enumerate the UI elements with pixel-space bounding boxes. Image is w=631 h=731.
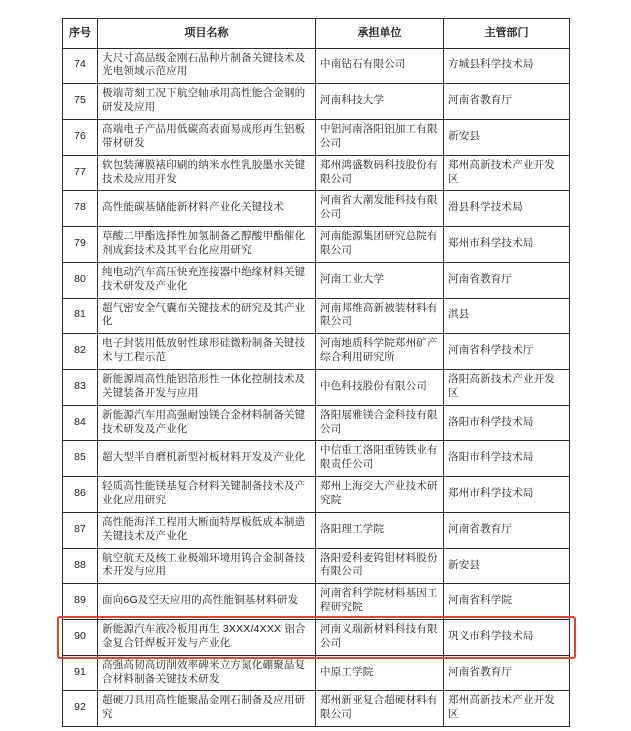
cell-project-name: 纯电动汽车高压快充连接器中绝缘材料关键技术研发及产业化	[98, 262, 316, 298]
column-header-dept: 主管部门	[444, 19, 570, 49]
cell-project-name: 面向6G及空天应用的高性能铜基材料研发	[98, 584, 316, 620]
cell-project-name: 高端电子产品用低碳高表面易成形再生铝板带材研发	[98, 119, 316, 155]
table-row	[63, 477, 570, 513]
cell-undertaking-unit: 郑州鸿盛数码科技股份有限公司	[316, 155, 444, 191]
table-row	[63, 584, 570, 620]
cell-supervising-department: 河南省教育厅	[444, 512, 570, 548]
table-row	[63, 262, 570, 298]
column-header-unit: 承担单位	[316, 19, 444, 49]
cell-supervising-department: 新安县	[444, 119, 570, 155]
cell-no: 92	[63, 691, 98, 727]
cell-project-name: 软包装薄膜裱印刷的纳米水性乳胶墨水关键技术及应用开发	[98, 155, 316, 191]
cell-project-name: 高性能碳基储能新材料产业化关键技术	[98, 191, 316, 227]
cell-project-name: 航空航天及核工业极端环境用钨合金制备技术开发与应用	[98, 548, 316, 584]
cell-supervising-department: 洛阳市科学技术局	[444, 405, 570, 441]
cell-undertaking-unit: 郑州新亚复合超硬材料有限公司	[316, 691, 444, 727]
table-row	[63, 191, 570, 227]
cell-undertaking-unit: 河南地质科学院郑州矿产综合利用研究所	[316, 334, 444, 370]
cell-undertaking-unit: 洛阳展雅镁合金科技有限公司	[316, 405, 444, 441]
table-body	[63, 48, 570, 727]
cell-undertaking-unit: 中信重工洛阳重铸铁业有限责任公司	[316, 441, 444, 477]
cell-supervising-department: 河南省教育厅	[444, 84, 570, 120]
cell-supervising-department: 方城县科学技术局	[444, 48, 570, 84]
cell-project-name: 草酸二甲酯选择性加氢制备乙醇酸甲酯催化剂成套技术及其平台化应用研究	[98, 227, 316, 263]
cell-undertaking-unit: 中原工学院	[316, 655, 444, 691]
cell-project-name: 高强高韧高切削效率碑米立方氮化硼聚晶复合材料制备关键技术研发	[98, 655, 316, 691]
cell-project-name: 高性能海洋工程用大断面特厚板低成本制造关键技术及产业化	[98, 512, 316, 548]
table-row	[63, 441, 570, 477]
cell-supervising-department: 巩义市科学技术局	[444, 620, 570, 656]
cell-undertaking-unit: 河南科技大学	[316, 84, 444, 120]
cell-no: 87	[63, 512, 98, 548]
cell-undertaking-unit: 洛阳理工学院	[316, 512, 444, 548]
cell-supervising-department: 郑州高新技术产业开发区	[444, 155, 570, 191]
cell-supervising-department: 河南省教育厅	[444, 262, 570, 298]
cell-no: 84	[63, 405, 98, 441]
cell-undertaking-unit: 中南钻石有限公司	[316, 48, 444, 84]
cell-supervising-department: 洛阳市科学技术局	[444, 441, 570, 477]
cell-undertaking-unit: 河南邦维高新被装材料有限公司	[316, 298, 444, 334]
cell-project-name: 超硬刀具用高性能聚晶金刚石制备及应用研究	[98, 691, 316, 727]
cell-undertaking-unit: 中色科技股份有限公司	[316, 369, 444, 405]
table-header	[63, 19, 570, 49]
cell-undertaking-unit: 洛阳爱科麦钨钼材料股份有限公司	[316, 548, 444, 584]
cell-no: 77	[63, 155, 98, 191]
column-header-no: 序号	[63, 19, 98, 49]
table-row	[63, 48, 570, 84]
cell-undertaking-unit: 河南省科学院材料基因工程研究院	[316, 584, 444, 620]
table-row	[63, 119, 570, 155]
cell-project-name: 超气密安全气囊布关键技术的研究及其产业化	[98, 298, 316, 334]
cell-supervising-department: 新安县	[444, 548, 570, 584]
cell-no: 88	[63, 548, 98, 584]
cell-undertaking-unit: 河南义瑞新材料科技有限公司	[316, 620, 444, 656]
cell-supervising-department: 淇县	[444, 298, 570, 334]
cell-no: 89	[63, 584, 98, 620]
table-row	[63, 298, 570, 334]
cell-supervising-department: 滑县科学技术局	[444, 191, 570, 227]
cell-no: 86	[63, 477, 98, 513]
cell-supervising-department: 郑州高新技术产业开发区	[444, 691, 570, 727]
cell-supervising-department: 河南省教育厅	[444, 655, 570, 691]
cell-no: 79	[63, 227, 98, 263]
cell-project-name: 新能源汽车液冷板用再生 3XXX/4XXX 铝合金复合钎焊板开发与产业化	[98, 620, 316, 656]
cell-supervising-department: 河南省科学院	[444, 584, 570, 620]
cell-no: 74	[63, 48, 98, 84]
table-row	[63, 512, 570, 548]
table-row	[63, 334, 570, 370]
table-row	[63, 620, 570, 656]
table-row	[63, 405, 570, 441]
cell-supervising-department: 郑州市科学技术局	[444, 227, 570, 263]
projects-table	[62, 18, 570, 727]
table-header-row	[63, 19, 570, 49]
table-row	[63, 655, 570, 691]
cell-project-name: 新能源周高性能铝箔形性一体化控制技术及关键装备开发与应用	[98, 369, 316, 405]
table-row	[63, 548, 570, 584]
cell-supervising-department: 河南省科学技术厅	[444, 334, 570, 370]
cell-supervising-department: 郑州市科学技术局	[444, 477, 570, 513]
cell-project-name: 大尺寸高品级金刚石晶种片制备关键技术及光电领域示范应用	[98, 48, 316, 84]
cell-no: 90	[63, 620, 98, 656]
cell-project-name: 极端苛刻工况下航空轴承用高性能合金钢的研发及应用	[98, 84, 316, 120]
cell-undertaking-unit: 郑州上海交大产业技术研究院	[316, 477, 444, 513]
cell-no: 82	[63, 334, 98, 370]
cell-no: 83	[63, 369, 98, 405]
table-row	[63, 369, 570, 405]
cell-undertaking-unit: 河南工业大学	[316, 262, 444, 298]
cell-supervising-department: 洛阳高新技术产业开发区	[444, 369, 570, 405]
cell-undertaking-unit: 中铝河南洛阳铝加工有限公司	[316, 119, 444, 155]
cell-project-name: 电子封装用低放射性球形硅微粉制备关键技术与工程示范	[98, 334, 316, 370]
table-row	[63, 691, 570, 727]
table-row	[63, 155, 570, 191]
cell-project-name: 新能源汽车用高强耐蚀镁合金材料制备关键技术研发及产业化	[98, 405, 316, 441]
table-row	[63, 84, 570, 120]
column-header-name: 项目名称	[98, 19, 316, 49]
cell-no: 91	[63, 655, 98, 691]
cell-no: 80	[63, 262, 98, 298]
cell-no: 76	[63, 119, 98, 155]
table-row	[63, 227, 570, 263]
cell-project-name: 超大型半自磨机新型衬板材料开发及产业化	[98, 441, 316, 477]
cell-undertaking-unit: 河南能源集团研究总院有限公司	[316, 227, 444, 263]
cell-no: 78	[63, 191, 98, 227]
cell-no: 85	[63, 441, 98, 477]
cell-no: 81	[63, 298, 98, 334]
cell-project-name: 轻质高性能镁基复合材料关键制备技术及产业化应用研究	[98, 477, 316, 513]
cell-no: 75	[63, 84, 98, 120]
cell-undertaking-unit: 河南省大潮发能科技有限公司	[316, 191, 444, 227]
